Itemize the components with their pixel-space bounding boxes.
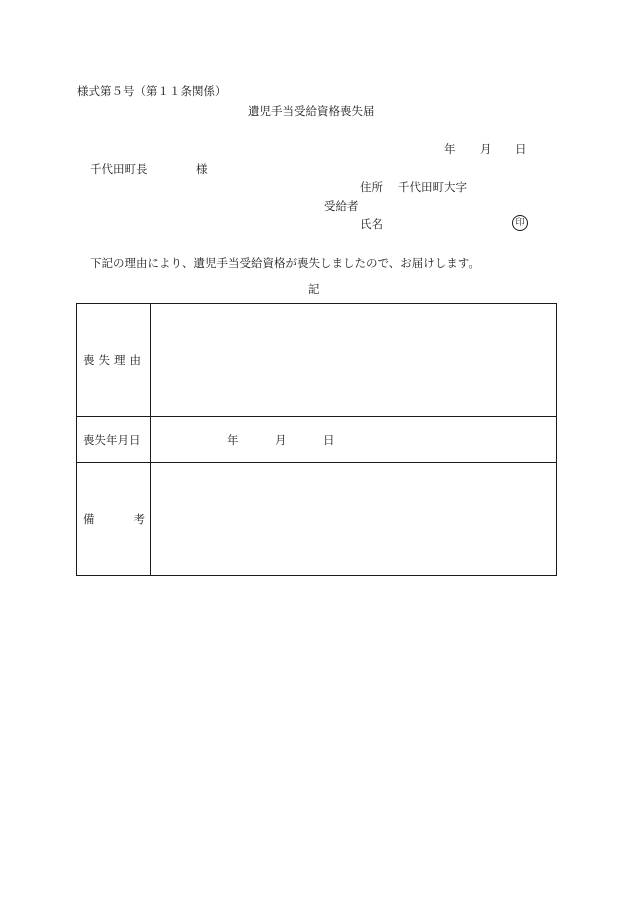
loss-date-day-label: 日: [323, 433, 335, 447]
loss-date-label-cell: [77, 417, 151, 463]
form-title: 遺児手当受給資格喪失届: [248, 104, 375, 118]
form-number: 様式第５号（第１１条関係）: [77, 84, 227, 98]
date-year-label: 年: [444, 142, 456, 156]
reason-label-cell: [77, 304, 151, 417]
name-label: 氏名: [360, 217, 383, 231]
reason-input-cell[interactable]: [151, 304, 557, 417]
recipient-label: 受給者: [324, 199, 359, 213]
reason-label-char: 失: [98, 353, 110, 367]
seal-mark: 印: [512, 215, 528, 231]
table-row-reason: [77, 304, 557, 417]
table-row-loss-date: [77, 417, 557, 463]
remarks-input-cell[interactable]: [151, 463, 557, 576]
address-value: 千代田町大字: [398, 180, 467, 194]
reason-label-char: 理: [114, 353, 126, 367]
date-day-label: 日: [515, 142, 527, 156]
reason-label-char: 喪: [83, 353, 95, 367]
ki-heading: 記: [308, 282, 320, 296]
date-month-label: 月: [480, 142, 492, 156]
reason-label-char: 由: [129, 353, 141, 367]
statement-text: 下記の理由により、遺児手当受給資格が喪失しましたので、お届けします。: [90, 256, 480, 270]
addressee-title: 千代田町長: [90, 162, 148, 176]
form-table: [76, 303, 557, 576]
loss-date-year-label: 年: [227, 433, 239, 447]
remarks-label: [83, 511, 145, 527]
loss-date-label: 喪失年月日: [83, 432, 141, 447]
remarks-label-char: 備: [83, 512, 95, 526]
table-row-remarks: [77, 463, 557, 576]
address-label: 住所: [360, 180, 383, 194]
loss-date-month-label: 月: [275, 433, 287, 447]
addressee-honorific: 様: [196, 162, 208, 176]
loss-date-input-cell[interactable]: [151, 417, 557, 463]
remarks-label-char: 考: [133, 512, 145, 526]
remarks-label-cell: [77, 463, 151, 576]
reason-label: [83, 352, 141, 368]
